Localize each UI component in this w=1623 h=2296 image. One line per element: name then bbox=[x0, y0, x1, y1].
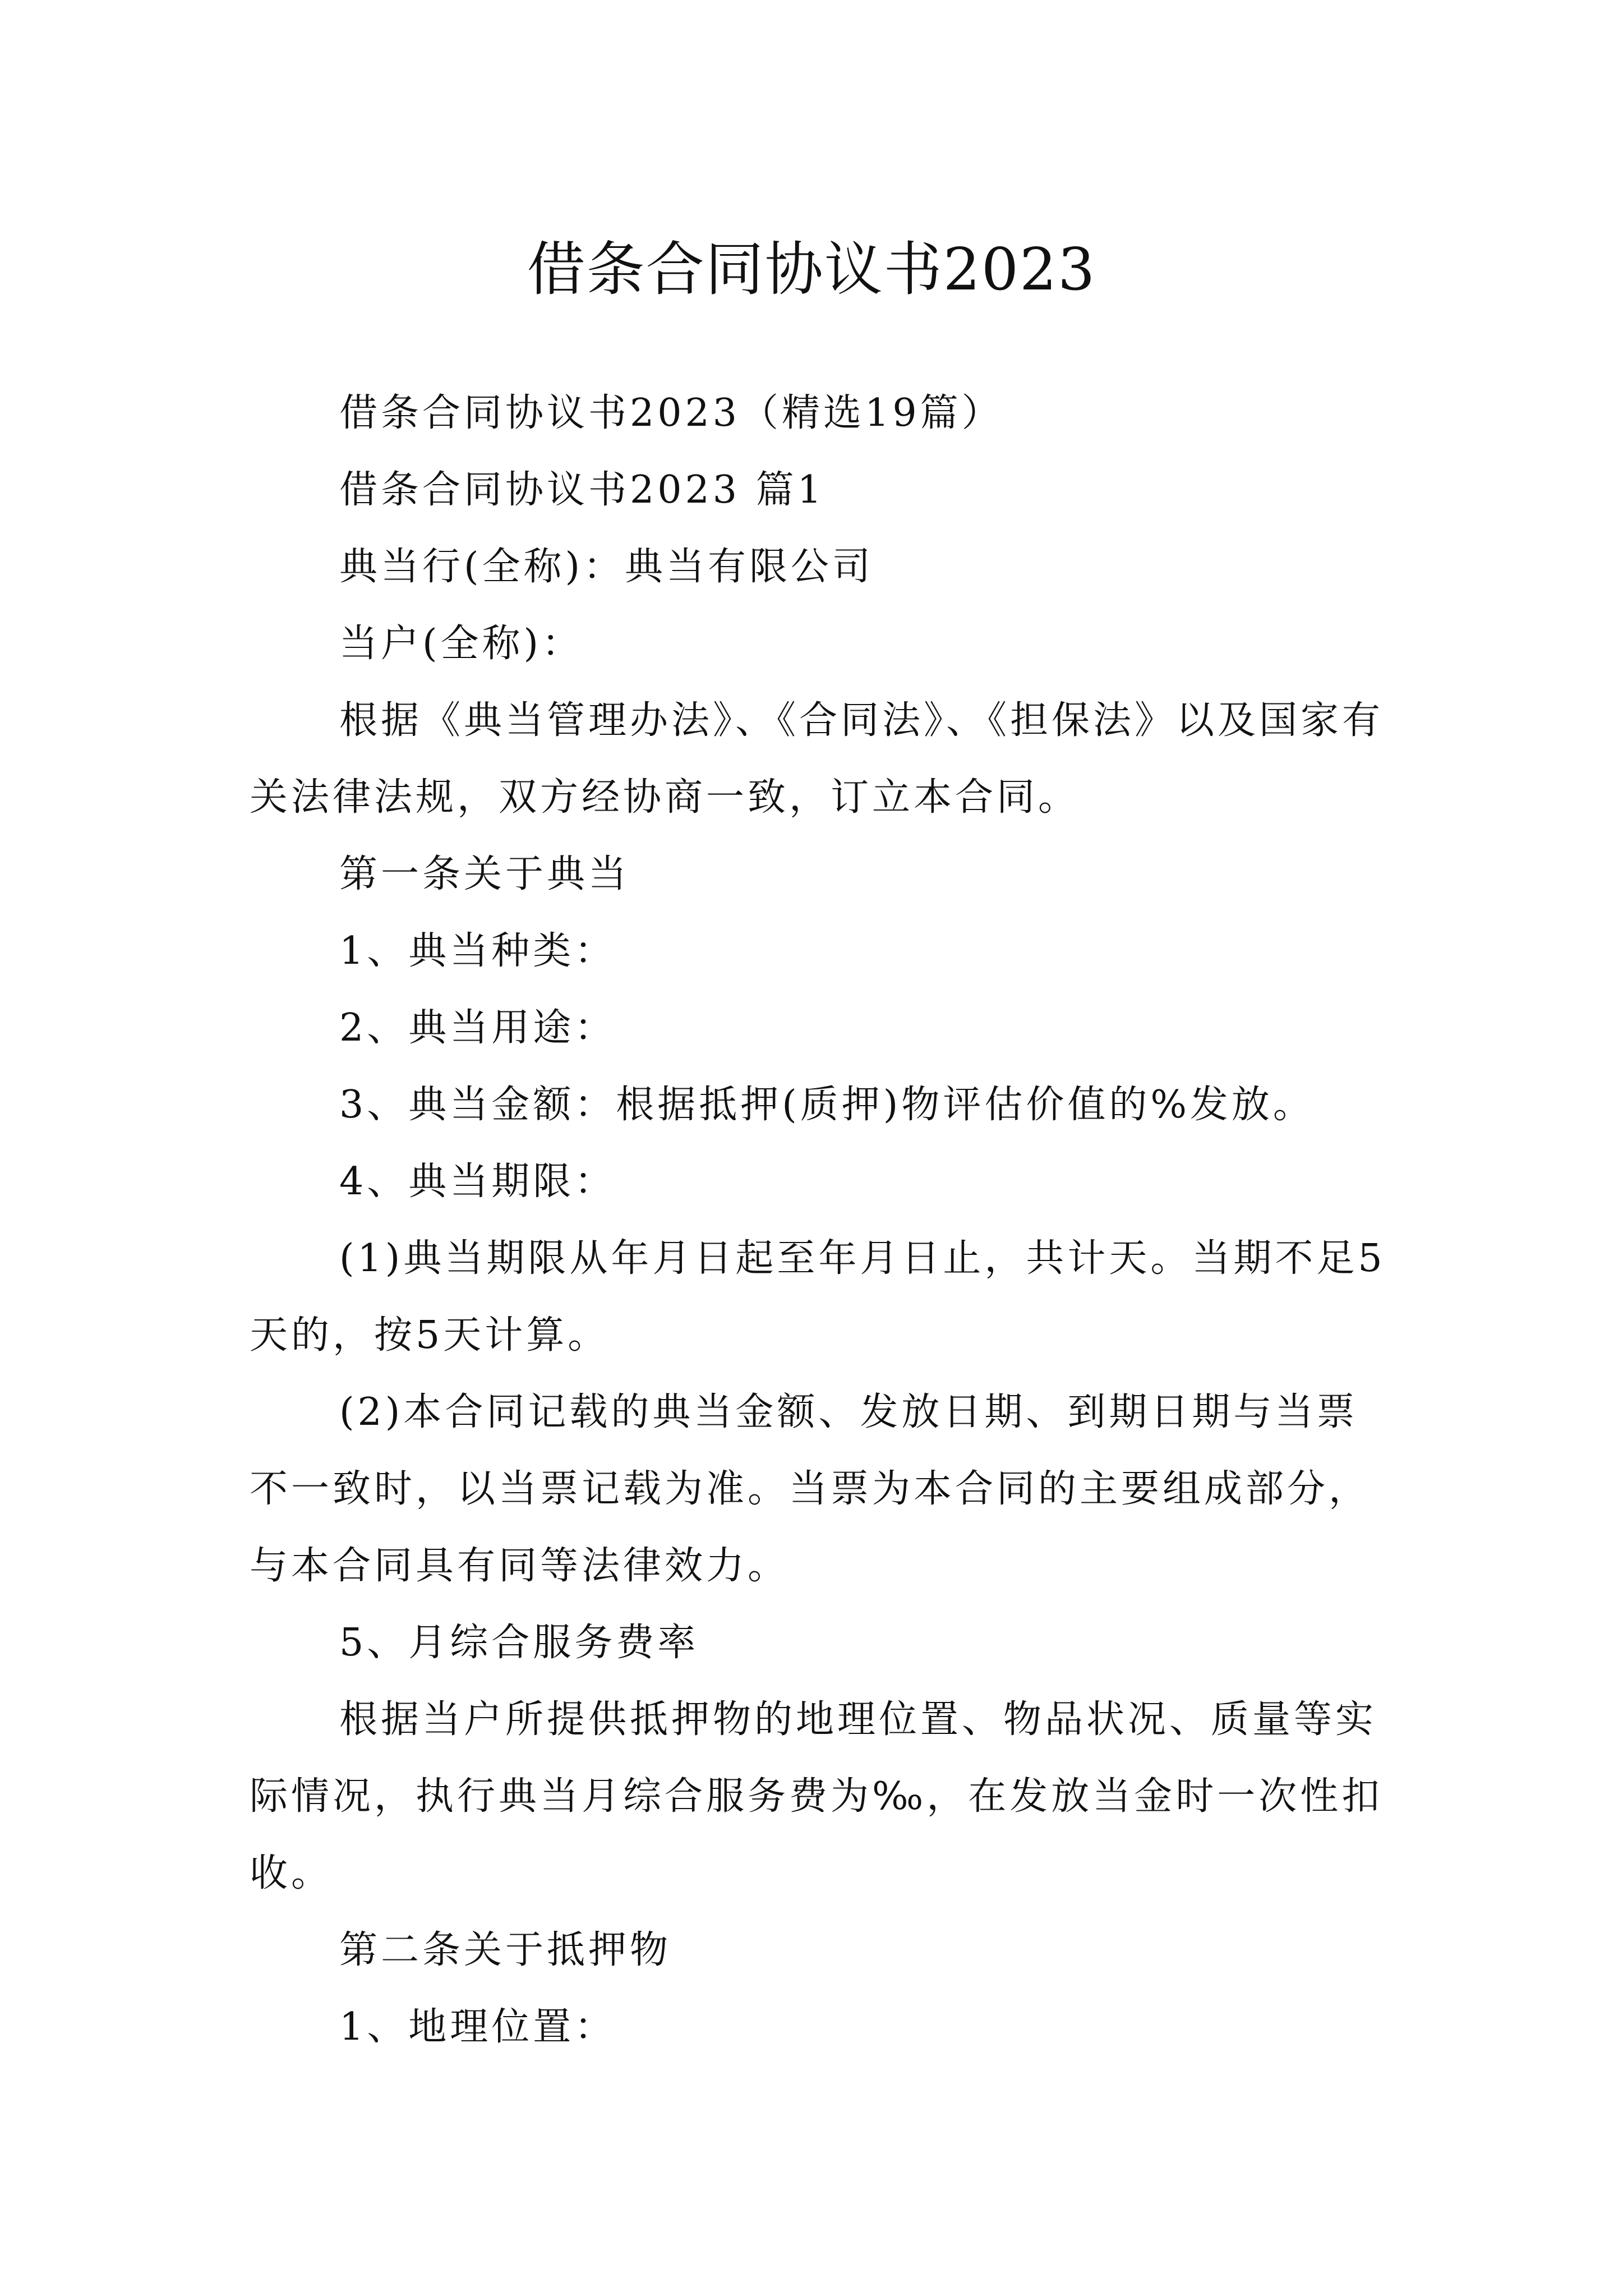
paragraph-item-4-2: (2)本合同记载的典当金额、发放日期、到期日期与当票不一致时，以当票记载为准。当票为本合同的主要组成部分，与本合同具有同等法律效力。 bbox=[250, 1390, 1371, 1588]
paragraph-service-fee: 根据当户所提供抵押物的地理位置、物品状况、质量等实际情况，执行典当月综合服务费为‰，在发放当金时一次性扣收。 bbox=[250, 1697, 1384, 1895]
paragraph-item-1: 1、典当种类： bbox=[339, 929, 616, 973]
paragraph-item-3: 3、典当金额：根据抵押(质押)物评估价值的%发放。 bbox=[339, 1083, 1315, 1127]
paragraph-section-heading: 借条合同协议书2023 篇1 bbox=[339, 468, 825, 512]
paragraph-subtitle: 借条合同协议书2023（精选19篇） bbox=[339, 391, 1003, 435]
paragraph-item-4-1: (1)典当期限从年月日起至年月日止，共计天。当期不足5天的，按5天计算。 bbox=[250, 1236, 1386, 1358]
paragraph-pawnshop-party: 典当行(全称)：典当有限公司 bbox=[339, 545, 874, 589]
paragraph-article-2-heading: 第二条关于抵押物 bbox=[339, 1928, 672, 1972]
document-body bbox=[250, 375, 1388, 2065]
paragraph-location: 1、地理位置： bbox=[339, 2005, 616, 2049]
paragraph-item-4: 4、典当期限： bbox=[339, 1159, 616, 1204]
paragraph-item-2: 2、典当用途： bbox=[339, 1006, 616, 1050]
paragraph-preamble: 根据《典当管理办法》、《合同法》、《担保法》以及国家有关法律法规，双方经协商一致，订立本合同。 bbox=[250, 698, 1384, 820]
paragraph-article-1-heading: 第一条关于典当 bbox=[339, 852, 630, 896]
paragraph-customer-party: 当户(全称)： bbox=[339, 622, 584, 666]
paragraph-item-5: 5、月综合服务费率 bbox=[339, 1621, 699, 1665]
document-title: 借条合同协议书2023 bbox=[527, 234, 1096, 303]
